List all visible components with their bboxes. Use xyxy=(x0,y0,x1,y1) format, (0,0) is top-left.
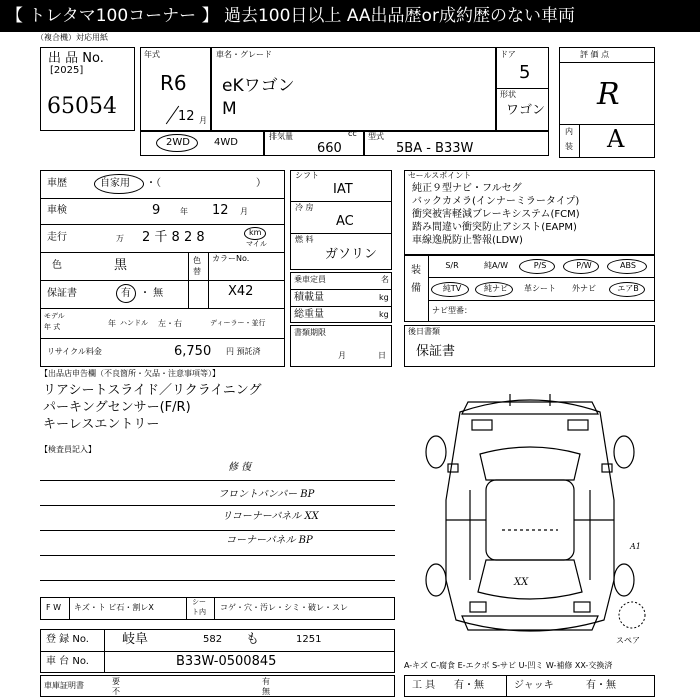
capacity-unit: 名 xyxy=(381,275,389,284)
recycle-label: リサイクル料金 xyxy=(47,347,102,356)
cert-opt-not: 不 xyxy=(112,687,120,696)
equip-ext-navi: 外ナビ xyxy=(572,284,596,293)
session-label: [2025] xyxy=(50,65,84,76)
fuel-value: ガソリン xyxy=(325,247,378,262)
sales-item: 踏み間違い衝突防止アシスト(EAPM) xyxy=(412,222,577,233)
equip-pw: P/W xyxy=(576,261,592,270)
fw-legend: キズ・ト ビ石・割レX xyxy=(74,603,154,612)
displacement-unit: cc xyxy=(348,129,357,138)
model-year-label-2: 年 式 xyxy=(44,323,61,331)
inspector-line: リコーナーパネル XX xyxy=(222,511,319,522)
spare-label: スペア xyxy=(616,636,640,645)
lot-number: 65054 xyxy=(47,94,117,119)
shift-label: シフト xyxy=(295,171,319,180)
year-value: R6 xyxy=(160,71,187,95)
notes-line: リアシートスライド／リクライニング xyxy=(43,383,262,398)
seat-label-1: シー xyxy=(192,598,206,606)
color-change-1: 色 xyxy=(193,256,201,265)
paper-note: （複合機）対応用紙 xyxy=(36,33,108,42)
drive-4wd: 4WD xyxy=(214,137,238,148)
warranty-label: 保証書 xyxy=(47,288,77,299)
ac-value: AC xyxy=(336,214,354,229)
fw-label: F W xyxy=(46,603,62,612)
history-mid: ・（ xyxy=(146,178,161,189)
grade-name: M xyxy=(222,99,237,119)
jack-value: 有・無 xyxy=(586,680,616,691)
extra-opt-no: 無 xyxy=(262,687,270,696)
history-close: ） xyxy=(256,178,266,189)
interior-label-2: 装 xyxy=(565,142,573,151)
inspection-year: 9 xyxy=(152,203,161,218)
handle-label: ハンドル xyxy=(120,319,148,327)
notes-line: キーレスエントリー xyxy=(43,417,160,432)
inspector-label: 【検査員記入】 xyxy=(40,445,96,454)
shift-value: IAT xyxy=(333,182,353,197)
inspection-label: 車検 xyxy=(47,205,67,216)
jack-label: ジャッキ xyxy=(514,680,554,691)
equipment-label-1: 装 xyxy=(411,265,421,276)
reg-number: 1251 xyxy=(296,634,322,645)
displacement-label: 排気量 xyxy=(269,132,293,141)
month-value: 12 xyxy=(178,109,195,124)
chassis-label: 車 台 No. xyxy=(46,656,89,667)
car-diagram xyxy=(410,380,650,650)
reg-label: 登 録 No. xyxy=(46,634,89,645)
equip-alloy: 純A/W xyxy=(483,261,509,270)
color-no-label: カラーNo. xyxy=(212,254,250,263)
sales-item: 純正９型ナビ・フルセグ xyxy=(412,183,522,194)
warranty-no: ・ 無 xyxy=(140,288,164,299)
color-label: 色 xyxy=(52,260,62,271)
extra-opt-yes: 有 xyxy=(262,677,270,686)
capacity-label: 乗車定員 xyxy=(294,275,326,284)
equip-airbag: エアB xyxy=(617,284,639,293)
sales-item: バックカメラ(インナーミラータイプ) xyxy=(412,196,580,207)
gross-label: 総重量 xyxy=(294,309,324,320)
ac-label: 冷 房 xyxy=(295,203,314,212)
recycle-amount: 6,750 xyxy=(174,344,212,359)
seat-label-2: ト内 xyxy=(192,608,206,616)
chassis-number: B33W-0500845 xyxy=(176,654,277,669)
shape-value: ワゴン xyxy=(506,103,546,118)
door-box xyxy=(496,47,549,131)
interior-label-1: 内 xyxy=(565,127,573,136)
notes-line: パーキングセンサー(F/R) xyxy=(43,400,191,415)
name-label: 車名・グレード xyxy=(216,50,272,59)
month-unit: 月 xyxy=(199,116,207,125)
model-name: eKワゴン xyxy=(222,76,295,96)
inspection-month: 12 xyxy=(212,203,229,218)
color-no-value: X42 xyxy=(228,284,254,299)
mileage-label: 走行 xyxy=(47,232,67,243)
notes-label: 【出品店申告欄（不良箇所・欠品・注意事項等）】 xyxy=(40,369,220,378)
type-label: 型式 xyxy=(368,132,384,141)
mileage-digits: 2 千 8 2 8 xyxy=(142,230,205,245)
drive-2wd: 2WD xyxy=(166,137,190,148)
equipment-label-2: 備 xyxy=(411,283,421,294)
color-value: 黒 xyxy=(114,258,128,273)
history-label: 車歴 xyxy=(47,178,67,189)
sales-label: セールスポイント xyxy=(408,171,472,180)
inspector-line: 修 復 xyxy=(228,462,252,473)
damage-codes: A-キズ C-腐食 E-エクボ S-サビ U-凹ミ W-補修 XX-交換済 xyxy=(404,661,613,670)
doors-value: 5 xyxy=(519,62,531,83)
cert-box xyxy=(40,675,395,697)
history-private: 自家用 xyxy=(100,178,130,189)
year-label: 年式 xyxy=(144,50,160,59)
equip-navi: 純ナビ xyxy=(484,284,508,293)
displacement-value: 660 xyxy=(317,141,342,156)
score-label: 評 価 点 xyxy=(580,50,610,59)
banner-title: 【 トレタマ100コーナー 】 過去100日以上 AA出品歴or成約歴のない車両 xyxy=(0,0,700,32)
load-unit: kg xyxy=(379,293,389,302)
door-label: ドア xyxy=(500,50,516,59)
navi-model-label: ナビ型番： xyxy=(432,306,472,315)
km-label: km xyxy=(249,228,262,237)
shape-label: 形状 xyxy=(500,90,516,99)
type-code: 5BA - B33W xyxy=(396,141,474,156)
after-doc-label: 後日書類 xyxy=(408,327,440,336)
reg-kana: も xyxy=(246,632,260,647)
sales-item: 車線逸脱防止警報(LDW) xyxy=(412,235,523,246)
tools-label: 工 具 xyxy=(412,680,436,691)
inspector-line: コーナーパネル BP xyxy=(226,535,313,546)
reg-class: 582 xyxy=(203,634,223,645)
sales-item: 衝突被害軽減ブレーキシステム(FCM) xyxy=(412,209,580,220)
equip-ps: P/S xyxy=(533,261,547,270)
reg-region: 岐阜 xyxy=(122,632,149,647)
recycle-unit: 円 預託済 xyxy=(226,347,261,356)
equip-tv: 純TV xyxy=(442,284,462,293)
doc-month: 月 xyxy=(338,351,346,360)
inspector-line: フロントバンパー BP xyxy=(218,489,315,500)
after-doc-value: 保証書 xyxy=(416,344,456,359)
equip-abs: ABS xyxy=(620,261,636,270)
spare-tire-icon xyxy=(617,600,647,630)
gross-unit: kg xyxy=(379,310,389,319)
handle-lr: 左・右 xyxy=(158,319,182,328)
inspection-year-unit: 年 xyxy=(180,207,188,216)
cert-label: 車庫証明書 xyxy=(44,681,84,690)
diagram-mark-side: A1 xyxy=(630,542,641,551)
mileage-man: 万 xyxy=(116,234,124,243)
interior-grade: A xyxy=(607,125,625,153)
fuel-label: 燃 料 xyxy=(295,235,314,244)
warranty-yes: 有 xyxy=(121,288,131,299)
lot-label: 出 品 No. xyxy=(48,51,104,66)
dealer-label: ディーラー・並行 xyxy=(210,319,266,327)
inspection-month-unit: 月 xyxy=(240,207,248,216)
load-label: 積載量 xyxy=(294,292,324,303)
cert-opt-required: 要 xyxy=(112,677,120,686)
model-year-unit: 年 xyxy=(108,319,116,328)
tools-value: 有・無 xyxy=(454,680,484,691)
model-year-label-1: モデル xyxy=(44,312,65,320)
equip-sr: S/R xyxy=(445,261,459,270)
equip-leather: 革シート xyxy=(524,284,556,293)
diagram-mark-rear: XX xyxy=(514,577,529,588)
color-change-2: 替 xyxy=(193,267,201,276)
mile-label: マイル xyxy=(246,240,267,248)
doc-day: 日 xyxy=(378,351,386,360)
doc-deadline-label: 書類期限 xyxy=(294,328,326,337)
score-value: R xyxy=(597,77,620,112)
seat-legend: コゲ・穴・汚レ・シミ・破レ・スレ xyxy=(220,603,348,612)
